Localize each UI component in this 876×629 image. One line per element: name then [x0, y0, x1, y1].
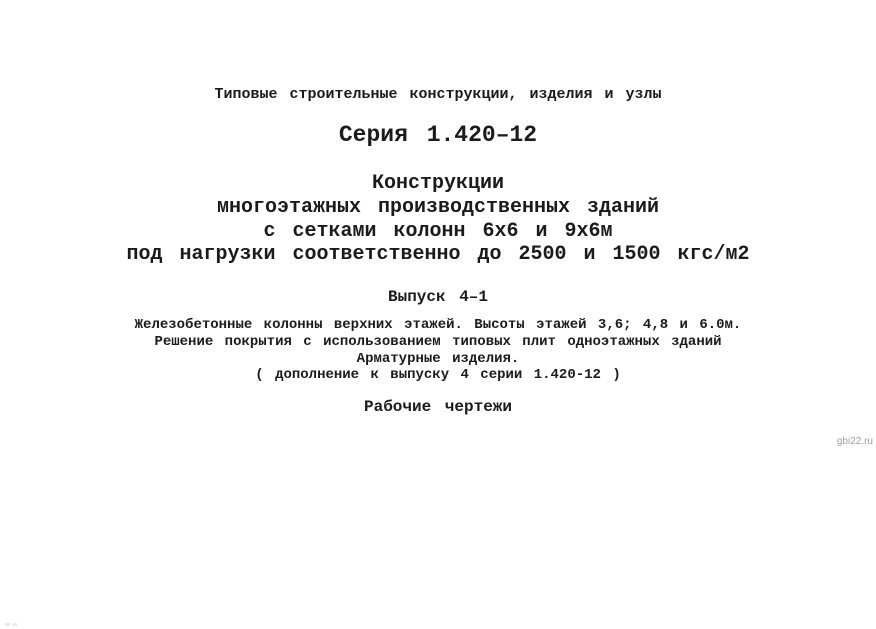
main-title-line-3: с сетками колонн 6х6 и 9х6м [263, 220, 613, 243]
series-title: Серия 1.420–12 [338, 122, 538, 148]
scan-artifact [12, 623, 17, 626]
description-line-1: Железобетонные колонны верхних этажей. Высоты этажей 3,6; 4,8 и 6.0м. [134, 317, 742, 333]
issue-title: Выпуск 4–1 [387, 288, 488, 306]
description-line-2: Решение покрытия с использованием типовых плит одноэтажных зданий [154, 334, 722, 350]
site-watermark: gbi22.ru [836, 436, 873, 447]
main-title-line-2: многоэтажных производственных зданий [216, 196, 660, 219]
document-type-label: Рабочие чертежи [363, 398, 513, 416]
description-line-3: Арматурные изделия. [356, 351, 520, 367]
document-category-header: Типовые строительные конструкции, изделия и узлы [214, 86, 662, 103]
main-title-line-4: под нагрузки соответственно до 2500 и 1500 кгс/м2 [126, 243, 750, 266]
description-line-4: ( дополнение к выпуску 4 серии 1.420-12 ) [255, 367, 621, 383]
scan-artifact [5, 623, 10, 626]
main-title-line-1: Конструкции [371, 172, 505, 195]
